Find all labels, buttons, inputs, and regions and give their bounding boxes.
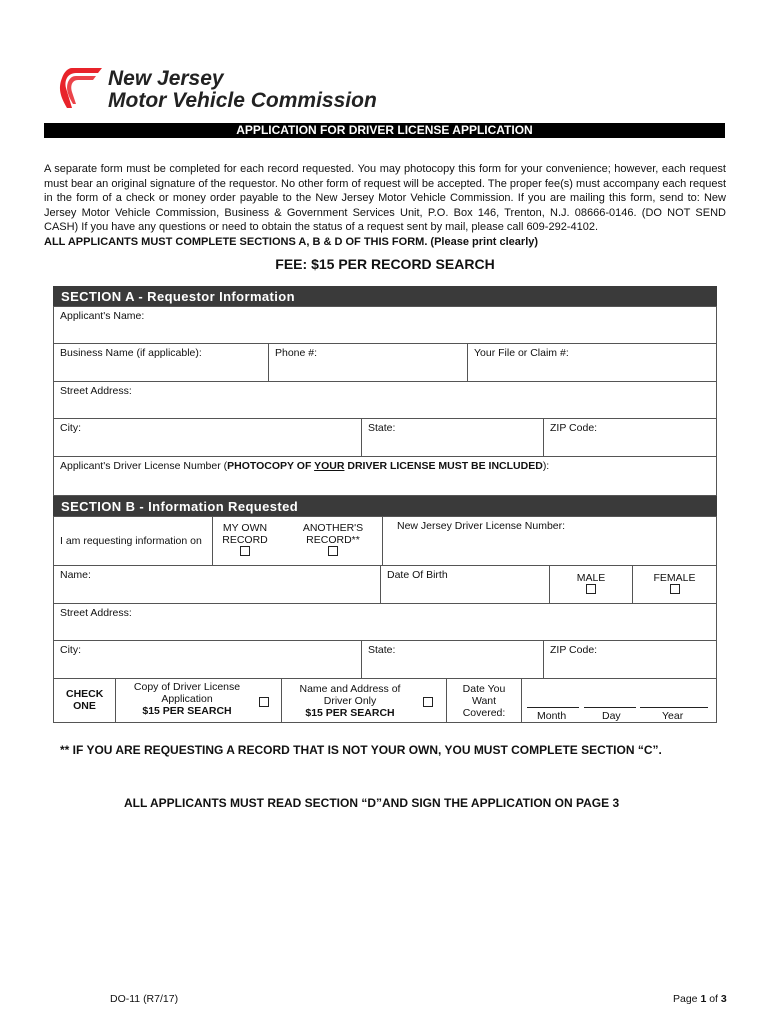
month-line bbox=[527, 707, 579, 708]
form-id: DO-11 (R7/17) bbox=[110, 993, 179, 1005]
label: of bbox=[706, 993, 721, 1005]
label: PHOTOCOPY OF bbox=[227, 460, 315, 472]
section-c-notice: ** IF YOU ARE REQUESTING A RECORD THAT IS NOT YOUR OWN, YOU MUST COMPLETE SECTION “C”. bbox=[60, 743, 662, 757]
month-label: Month bbox=[537, 710, 567, 722]
name-address-checkbox[interactable] bbox=[423, 697, 433, 707]
label: CHECK ONE bbox=[66, 688, 104, 712]
section-a-header bbox=[53, 286, 717, 306]
female-option[interactable] bbox=[632, 565, 717, 604]
section-b-header bbox=[53, 496, 717, 516]
name-address-option[interactable] bbox=[281, 678, 447, 723]
applicant-name-field[interactable] bbox=[53, 306, 717, 344]
check-one-label bbox=[53, 678, 116, 723]
b-zip-field[interactable] bbox=[543, 640, 717, 679]
section-d-notice: ALL APPLICANTS MUST READ SECTION “D”AND SIGN THE APPLICATION ON PAGE 3 bbox=[124, 796, 620, 810]
female-checkbox[interactable] bbox=[670, 584, 680, 594]
label: YOUR bbox=[314, 460, 345, 472]
city-field[interactable] bbox=[53, 418, 362, 457]
year-line bbox=[640, 707, 708, 708]
logo-line-1: New Jersey bbox=[108, 67, 224, 90]
date-covered-field[interactable] bbox=[521, 678, 717, 723]
street-address-field[interactable] bbox=[53, 381, 717, 419]
name-field[interactable] bbox=[53, 565, 381, 604]
instructions bbox=[44, 162, 726, 249]
label: Street Address: bbox=[60, 385, 132, 397]
label: Business Name (if applicable): bbox=[60, 347, 202, 359]
label: ZIP Code: bbox=[550, 422, 598, 434]
label: Phone #: bbox=[275, 347, 318, 359]
label: New Jersey Driver License Number: bbox=[397, 520, 566, 532]
b-city-field[interactable] bbox=[53, 640, 362, 679]
label: DRIVER LICENSE MUST BE INCLUDED bbox=[344, 460, 543, 472]
date-covered-label bbox=[446, 678, 522, 723]
phone-field[interactable] bbox=[268, 343, 468, 382]
day-line bbox=[584, 707, 636, 708]
label: State: bbox=[368, 422, 396, 434]
logo-line-2: Motor Vehicle Commission bbox=[108, 89, 377, 112]
day-label: Day bbox=[602, 710, 621, 722]
my-own-record-option[interactable] bbox=[217, 522, 273, 559]
label: Copy of Driver License Application bbox=[133, 681, 241, 705]
label: ): bbox=[542, 460, 550, 472]
label: Name: bbox=[60, 569, 91, 581]
label: I am requesting information on bbox=[60, 535, 202, 547]
form-title: APPLICATION FOR DRIVER LICENSE APPLICATION bbox=[44, 123, 725, 138]
instructions-text: A separate form must be completed for each record requested. You may photocopy this form for your convenience; however, each request must bear an original signature of the requestor. No other form of request will be accepted. The proper fee(s) must accompany each request in the form of a check or money order payable to the New Jersey Motor Vehicle Commission. If you are mailing this form, send to: New Jersey Motor Vehicle Commission, Business & Government Services Unit, P.O. Box 146, Trenton, N.J. 08666-0146. (DO NOT SEND CASH) If you have any questions or need to obtain the status of a request sent by mail, please call 609-292-4102. bbox=[44, 163, 726, 233]
b-street-address-field[interactable] bbox=[53, 603, 717, 641]
anothers-record-option[interactable] bbox=[295, 522, 371, 559]
applicant-dl-number-field[interactable] bbox=[53, 456, 717, 496]
dob-field[interactable] bbox=[380, 565, 550, 604]
label: ZIP Code: bbox=[550, 644, 598, 656]
copy-application-checkbox[interactable] bbox=[259, 697, 269, 707]
price: $15 PER SEARCH bbox=[305, 707, 395, 719]
state-field[interactable] bbox=[361, 418, 544, 457]
business-name-field[interactable] bbox=[53, 343, 269, 382]
label: City: bbox=[60, 644, 81, 656]
zip-field[interactable] bbox=[543, 418, 717, 457]
label: MY OWN RECORD bbox=[222, 522, 268, 546]
nj-dl-number-field[interactable] bbox=[382, 516, 717, 566]
anothers-checkbox[interactable] bbox=[328, 546, 338, 556]
nj-mvc-logo-icon bbox=[58, 66, 104, 112]
my-own-checkbox[interactable] bbox=[240, 546, 250, 556]
male-checkbox[interactable] bbox=[586, 584, 596, 594]
label: MALE bbox=[576, 572, 606, 584]
price: $15 PER SEARCH bbox=[142, 705, 232, 717]
label: Page bbox=[673, 993, 701, 1005]
label: ANOTHER'S RECORD** bbox=[302, 522, 364, 546]
label: 3 bbox=[720, 993, 727, 1005]
label: Date You Want Covered: bbox=[462, 683, 506, 719]
file-claim-field[interactable] bbox=[467, 343, 717, 382]
page-number bbox=[673, 993, 727, 1005]
record-choice-cell bbox=[212, 516, 383, 566]
label: Applicant's Driver License Number ( bbox=[60, 460, 228, 472]
year-label: Year bbox=[662, 710, 684, 722]
label: Your File or Claim #: bbox=[474, 347, 569, 359]
b-state-field[interactable] bbox=[361, 640, 544, 679]
label: State: bbox=[368, 644, 396, 656]
label: Name and Address of Driver Only bbox=[299, 683, 401, 707]
copy-application-option[interactable] bbox=[115, 678, 282, 723]
instructions-bold: ALL APPLICANTS MUST COMPLETE SECTIONS A, B & D OF THIS FORM. (Please print clearly) bbox=[44, 235, 539, 248]
section-a-title: SECTION A - Requestor Information bbox=[61, 289, 295, 304]
male-option[interactable] bbox=[549, 565, 633, 604]
label: Street Address: bbox=[60, 607, 132, 619]
label: 1 bbox=[700, 993, 707, 1005]
fee-heading: FEE: $15 PER RECORD SEARCH bbox=[275, 256, 495, 272]
section-b-title: SECTION B - Information Requested bbox=[61, 499, 299, 514]
label: Date Of Birth bbox=[387, 569, 448, 581]
label: FEMALE bbox=[653, 572, 696, 584]
label: Applicant's Name: bbox=[60, 310, 145, 322]
requesting-label-cell bbox=[53, 516, 213, 566]
label: City: bbox=[60, 422, 81, 434]
